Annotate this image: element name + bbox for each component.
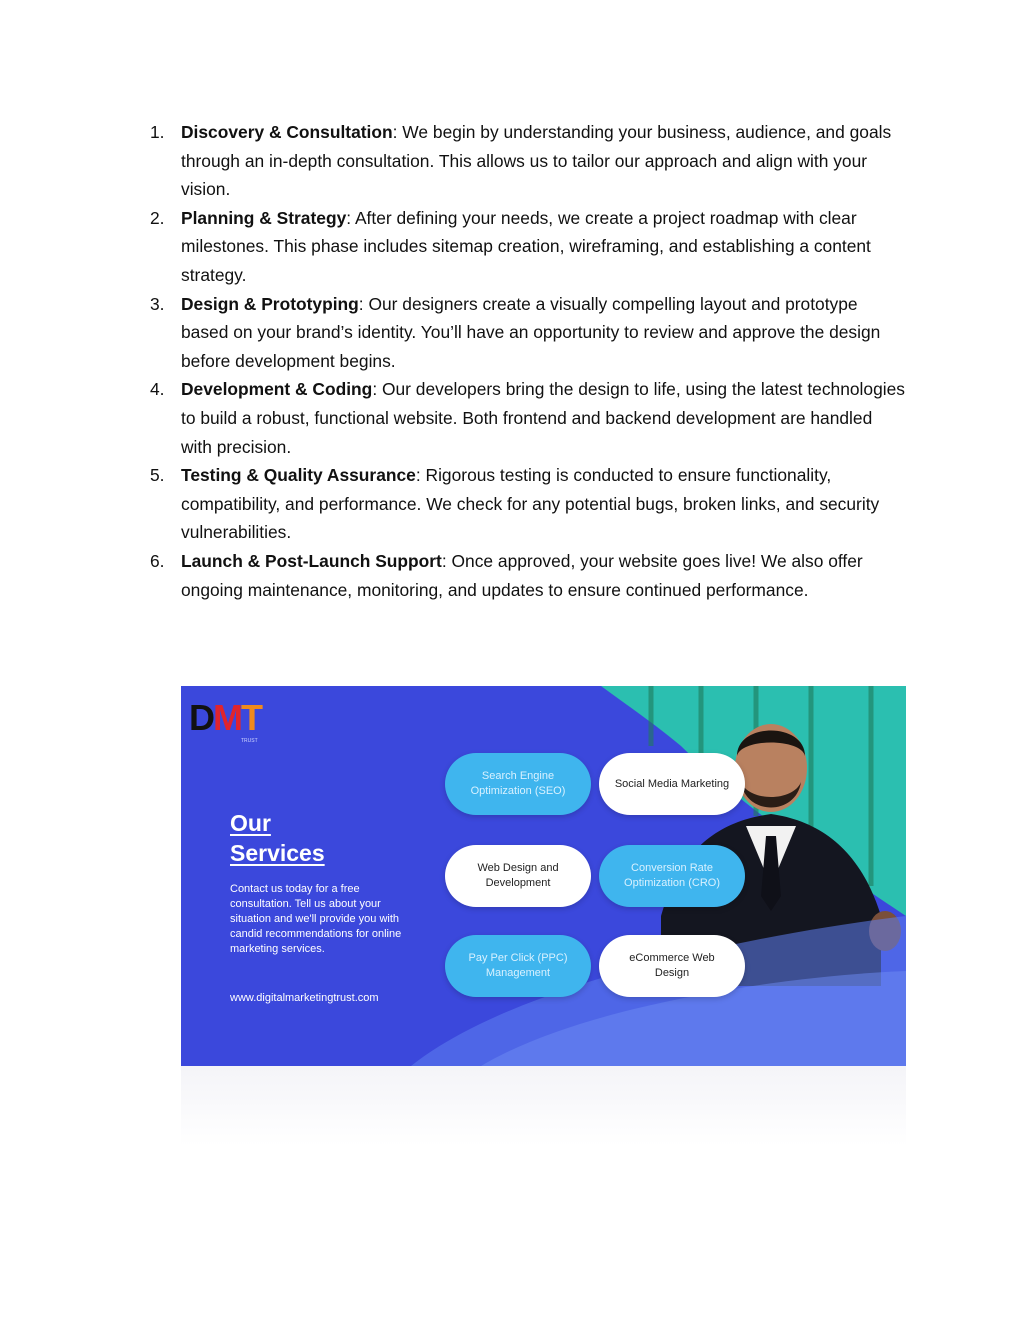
step-text: : Our designers create a visually compelling layout and prototype based on your brand’s identity. You’ll have an opportunity to review and approve the design before development begins. xyxy=(181,293,881,371)
step-title: Testing & Quality Assurance xyxy=(181,465,416,486)
step-number: 4. xyxy=(150,379,165,400)
step-text: : Rigorous testing is conducted to ensure functionality, compatibility, and performance. We check for any potential bugs, broken links, and security vulnerabilities. xyxy=(181,465,880,543)
services-banner-image xyxy=(181,686,906,1066)
image-bottom-fade xyxy=(181,1066,906,1146)
heading-line-1: Our xyxy=(230,810,271,836)
service-pill-social-media: Social Media Marketing xyxy=(599,753,745,815)
step-text: : Our developers bring the design to life, using the latest technologies to build a robust, functional website. Both frontend and backend development are handled with precision. xyxy=(181,379,905,457)
heading-line-2: Services xyxy=(230,840,325,866)
step-item xyxy=(148,375,908,461)
step-text: : Once approved, your website goes live! We also offer ongoing maintenance, monitoring, and updates to ensure continued performance. xyxy=(181,550,863,600)
step-title: Development & Coding xyxy=(181,379,373,400)
step-item xyxy=(148,204,908,290)
step-text: : We begin by understanding your business, audience, and goals through an in-depth consultation. This allows us to tailor our approach and align with your vision. xyxy=(181,122,892,200)
step-number: 5. xyxy=(150,465,165,486)
step-number: 2. xyxy=(150,207,165,228)
step-title: Design & Prototyping xyxy=(181,293,359,314)
step-number: 1. xyxy=(150,122,165,142)
service-pill-ppc: Pay Per Click (PPC) Management xyxy=(445,935,591,997)
step-number: 3. xyxy=(150,293,165,314)
service-pill-seo: Search Engine Optimization (SEO) xyxy=(445,753,591,815)
step-title: Planning & Strategy xyxy=(181,207,347,228)
step-title: Launch & Post-Launch Support xyxy=(181,550,442,571)
step-item xyxy=(148,461,908,547)
step-number: 6. xyxy=(150,550,165,571)
step-item xyxy=(148,547,908,604)
services-heading xyxy=(230,808,325,868)
process-steps-list xyxy=(148,118,908,604)
step-item xyxy=(148,118,908,204)
service-pill-web-design: Web Design and Development xyxy=(445,845,591,907)
dmt-logo: DMT xyxy=(189,697,261,738)
service-pill-cro: Conversion Rate Optimization (CRO) xyxy=(599,845,745,907)
contact-blurb: Contact us today for a free consultation. Tell us about your situation and we'll provide you with candid recommendations for online marketing services. xyxy=(230,883,402,955)
service-pill-ecommerce: eCommerce Web Design xyxy=(599,935,745,997)
website-url: www.digitalmarketingtrust.com xyxy=(230,992,379,1004)
step-text: : After defining your needs, we create a project roadmap with clear milestones. This phase includes sitemap creation, wireframing, and establishing a content strategy. xyxy=(181,207,871,285)
step-item xyxy=(148,290,908,376)
step-title: Discovery & Consultation xyxy=(181,122,393,142)
logo-subtext: TRUST xyxy=(241,738,258,744)
